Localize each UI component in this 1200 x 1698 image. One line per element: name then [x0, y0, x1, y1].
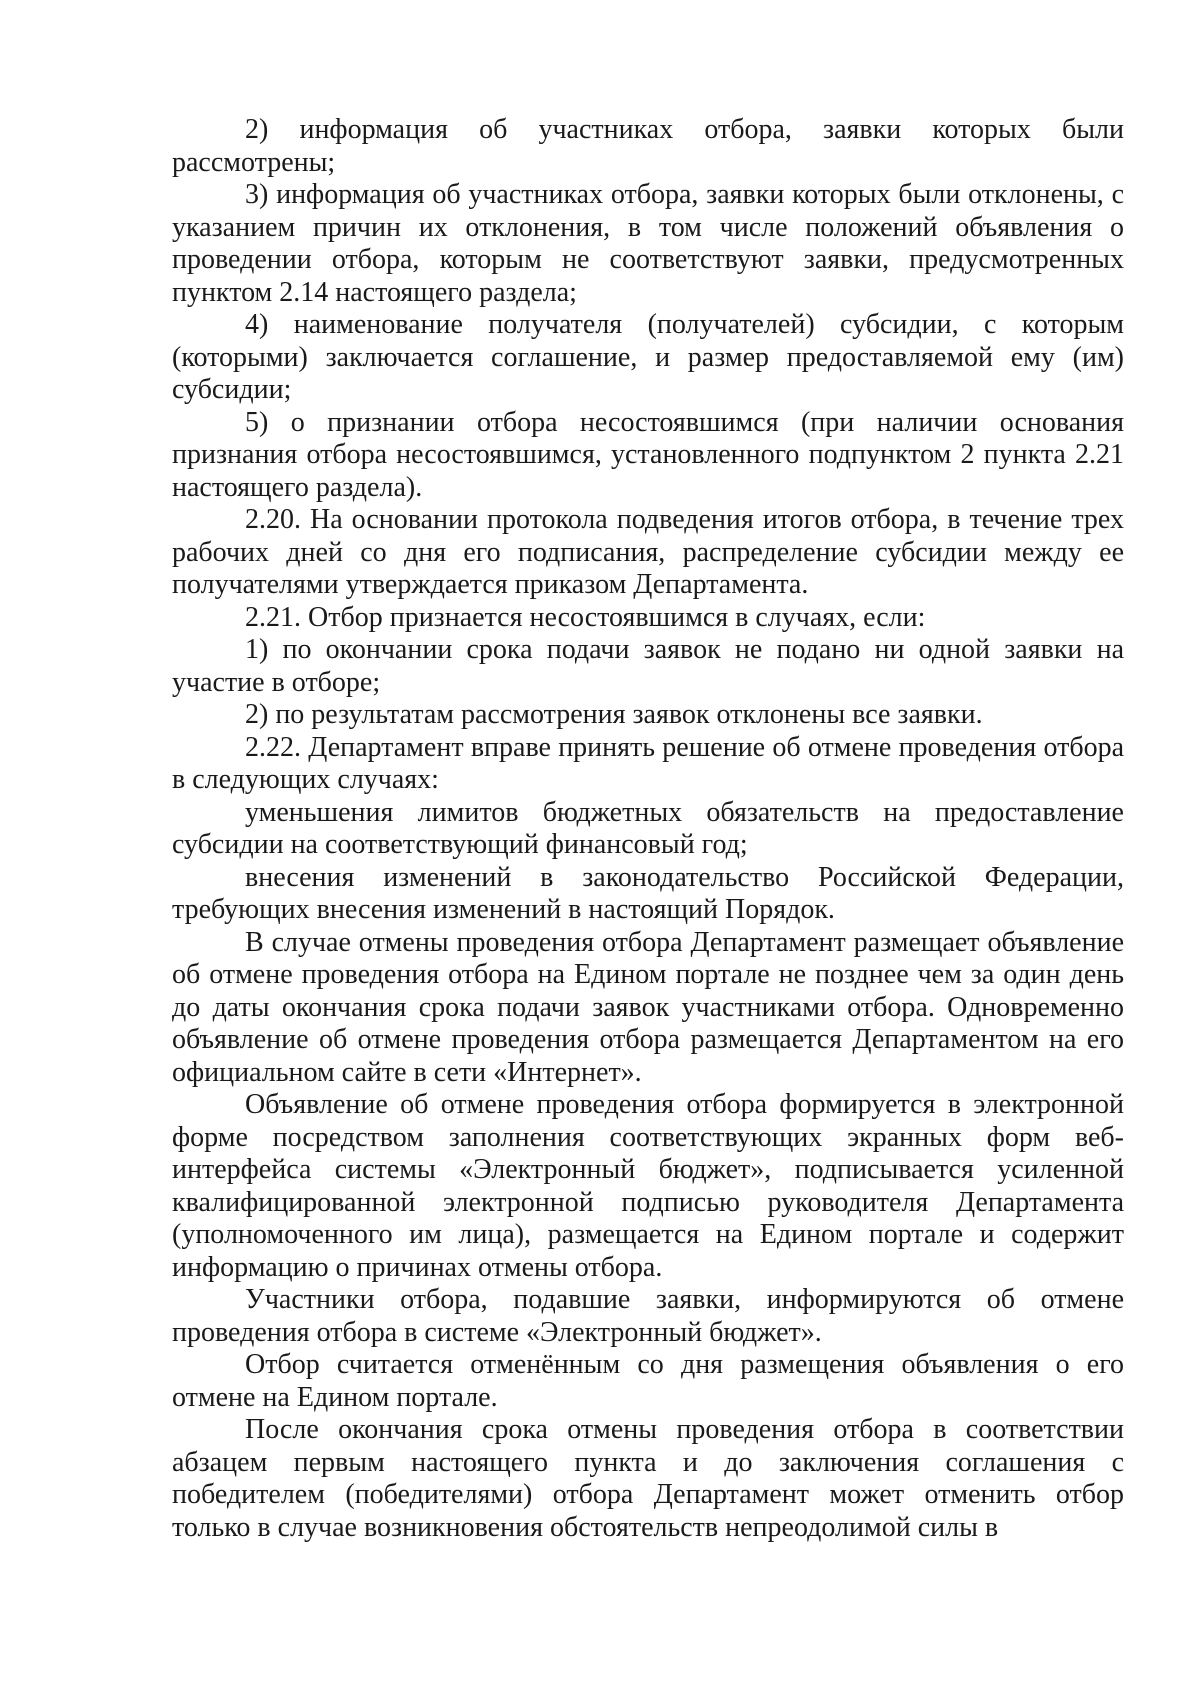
participants-informed-paragraph: Участники отбора, подавшие заявки, информируются об отмене проведения отбора в системе «Электронный бюджет». — [172, 1284, 1124, 1348]
cancellation-announcement-paragraph: В случае отмены проведения отбора Департамент размещает объявление об отмене проведения отбора на Едином портале не позднее чем за один день до даты окончания срока подачи заявок участниками отбора. Одновременно объявление об отмене проведения отбора размещается Департаментом на его официальном сайте в сети «Интернет». — [172, 926, 1124, 1088]
clause-2-21-item-1: 1) по окончании срока подачи заявок не подано ни одной заявки на участие в отборе; — [172, 634, 1124, 698]
clause-2-21-item-2: 2) по результатам рассмотрения заявок отклонены все заявки. — [245, 699, 983, 730]
clause-2-20: 2.20. На основании протокола подведения итогов отбора, в течение трех рабочих дней со дня его подписания, распределение субсидии между ее получателями утверждается приказом Департамента. — [172, 504, 1124, 600]
list-item-5-failed-selection: 5) о признании отбора несостоявшимся (при наличии основания признания отбора несостоявшимся, установленного подпунктом 2 пункта 2.21 настоящего раздела). — [172, 406, 1124, 503]
list-item-2-considered-participants: 2) информация об участниках отбора, заявки которых были рассмотрены; — [172, 114, 1124, 178]
document-page — [172, 114, 1124, 1544]
list-item-4-recipient-name: 4) наименование получателя (получателей) субсидии, с которым (которыми) заключается соглашение, и размер предоставляемой ему (им) субсидии; — [172, 309, 1124, 405]
clause-2-22: 2.22. Департамент вправе принять решение об отмене проведения отбора в следующих случаях: — [172, 731, 1124, 795]
clause-2-21: 2.21. Отбор признается несостоявшимся в случаях, если: — [245, 601, 926, 633]
force-majeure-paragraph: После окончания срока отмены проведения отбора в соответствии абзацем первым настоящего пункта и до заключения соглашения с победителем (победителями) отбора Департамент может отменить отбор только в случае возникновения обстоятельств непреодолимой силы в — [172, 1414, 1124, 1543]
clause-2-22-case-limits: уменьшения лимитов бюджетных обязательств на предоставление субсидии на соответствующий финансовый год; — [172, 796, 1124, 860]
clause-2-22-case-legislation: внесения изменений в законодательство Российской Федерации, требующих внесения изменений в настоящий Порядок. — [172, 861, 1124, 925]
list-item-3-rejected-participants: 3) информация об участниках отбора, заявки которых были отклонены, с указанием причин их отклонения, в том числе положений объявления о проведении отбора, которым не соответствуют заявки, предусмотренных пунктом 2.14 настоящего раздела; — [172, 179, 1124, 308]
cancelled-date-paragraph: Отбор считается отменённым со дня размещения объявления о его отмене на Едином портале. — [172, 1349, 1124, 1413]
electronic-form-paragraph: Объявление об отмене проведения отбора формируется в электронной форме посредством заполнения соответствующих экранных форм веб-интерфейса системы «Электронный бюджет», подписывается усиленной квалифицированной электронной подписью руководителя Департамента (уполномоченного им лица), размещается на Едином портале и содержит информацию о причинах отмены отбора. — [172, 1089, 1124, 1283]
